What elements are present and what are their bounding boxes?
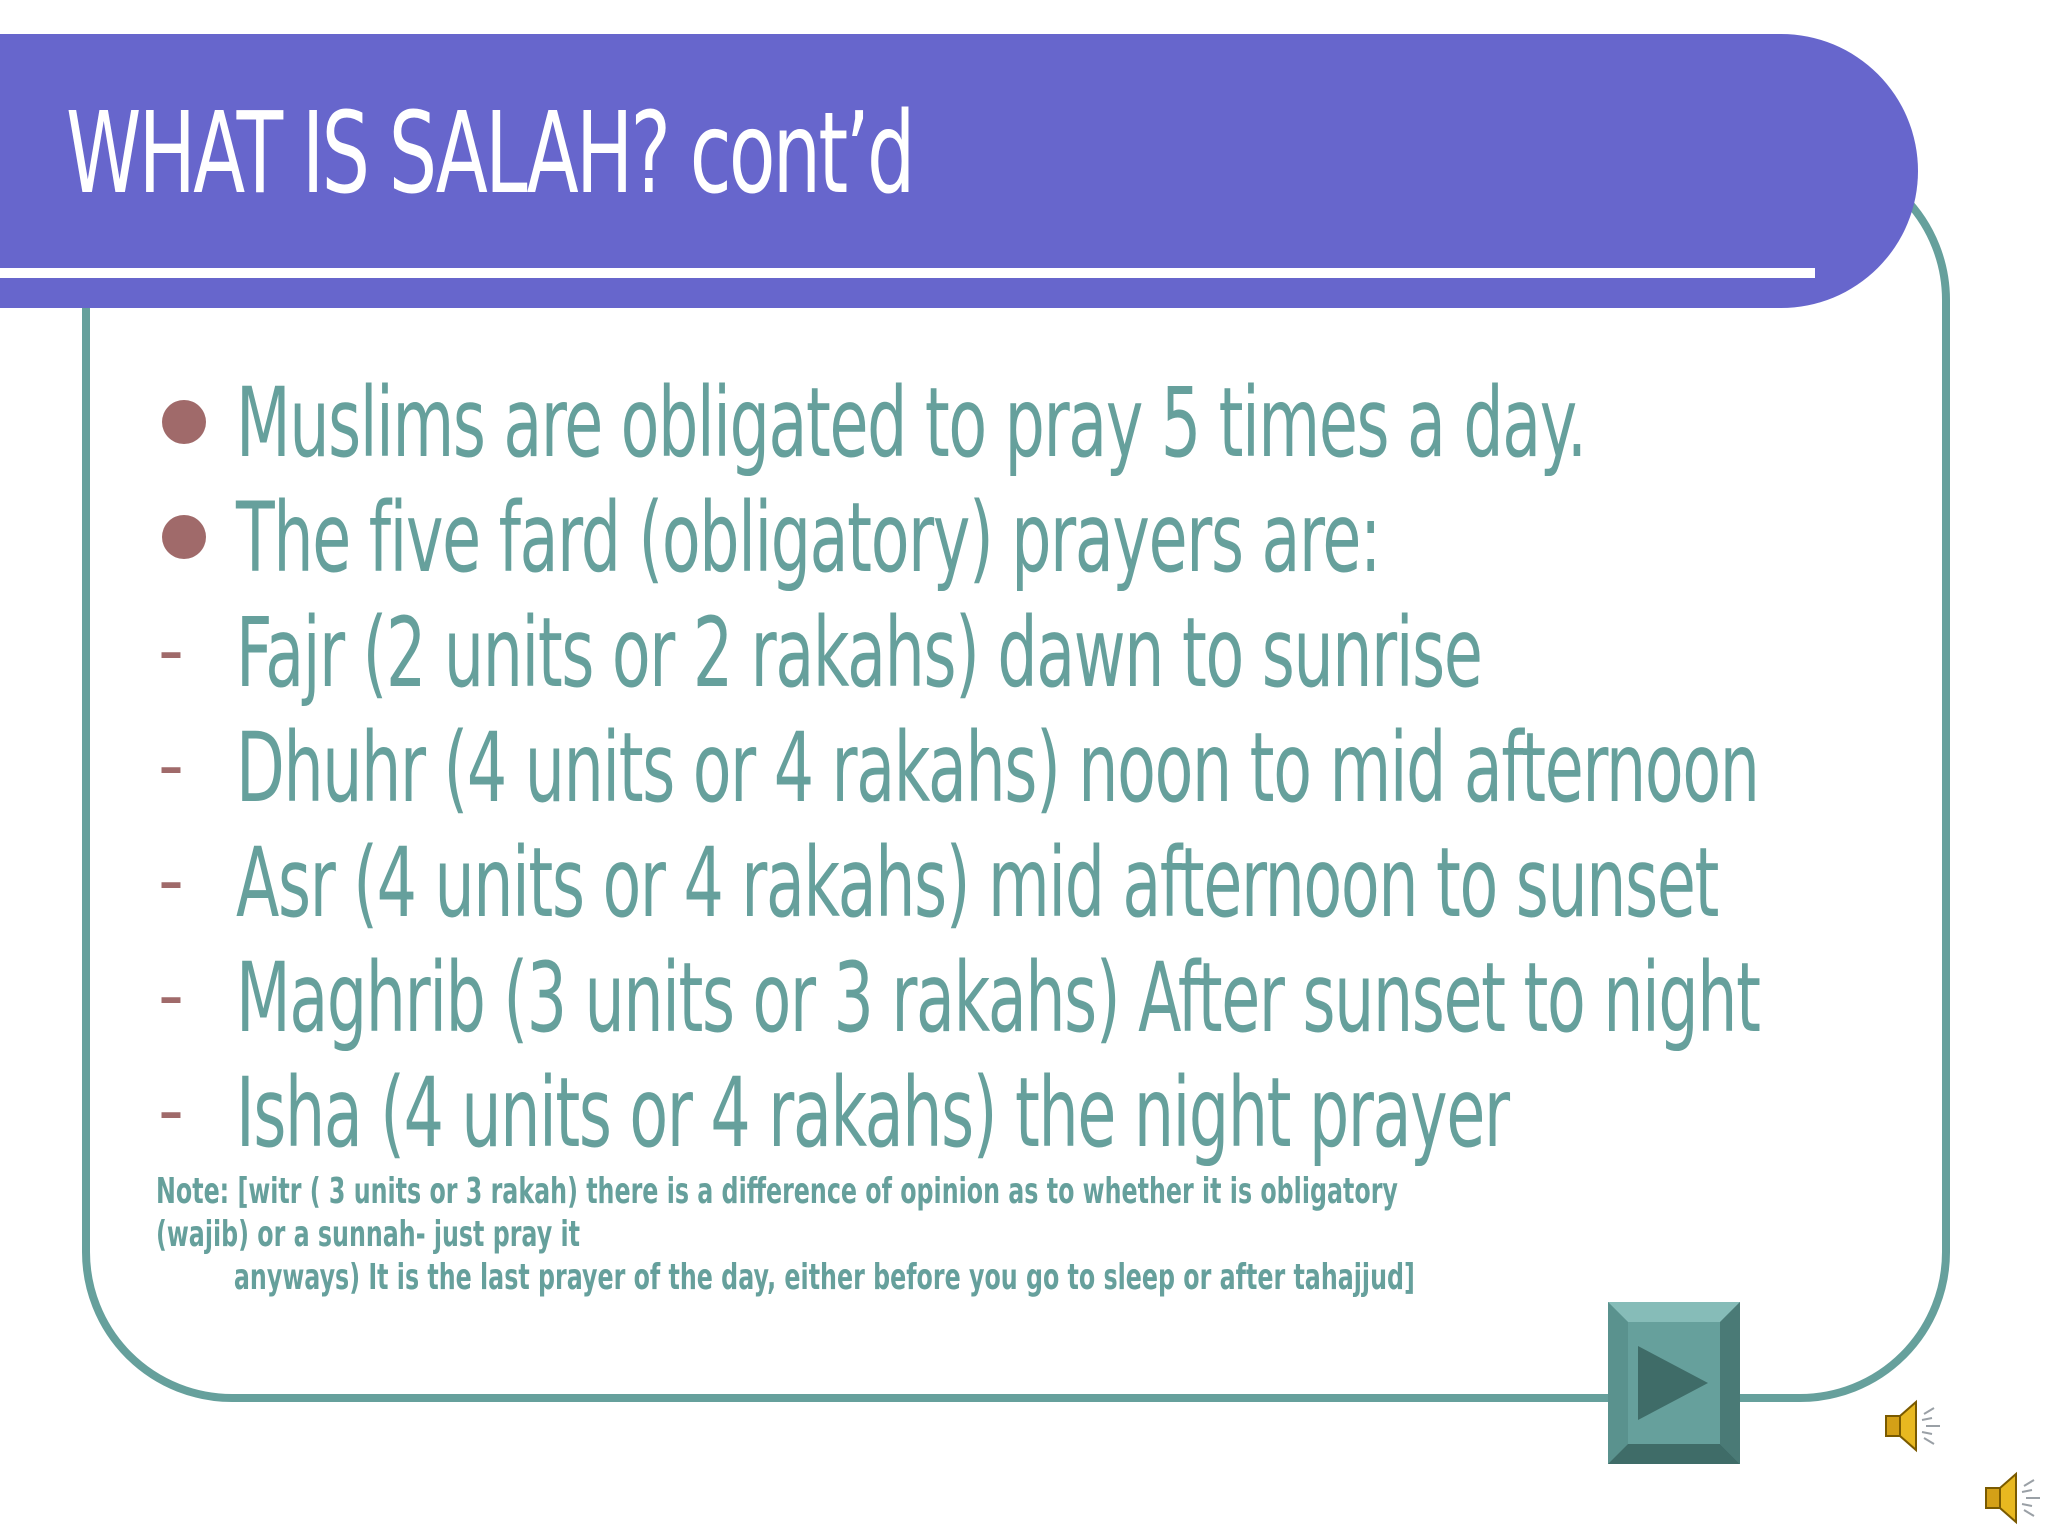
prayer-text: Fajr (2 units or 2 rakahs) dawn to sunrise (236, 597, 1482, 709)
slide-title: WHAT IS SALAH? cont’d (66, 89, 913, 219)
bullet-text: Muslims are obligated to pray 5 times a day. (236, 367, 1586, 479)
play-triangle-icon (1608, 1302, 1740, 1464)
speaker-icon[interactable] (1882, 1394, 1946, 1462)
prayer-item-dhuhr (150, 713, 1910, 828)
dash-marker: - (158, 838, 184, 922)
note-text (156, 1170, 1450, 1299)
next-slide-button[interactable] (1608, 1302, 1740, 1464)
bullet-text: The five fard (obligatory) prayers are: (236, 482, 1381, 594)
bullet-item (150, 368, 1910, 483)
prayer-text: Isha (4 units or 4 rakahs) the night prayer (236, 1057, 1509, 1169)
bullet-item (150, 483, 1910, 598)
note-line-1: [witr ( 3 units or 3 rakah) there is a difference of opinion as to whether it is obligatory (wajib) or a sunnah- just pray it (156, 1171, 1398, 1255)
prayer-item-asr (150, 828, 1910, 943)
dash-marker: - (158, 1068, 184, 1152)
title-underline (0, 268, 1815, 278)
dash-marker: - (158, 953, 184, 1037)
prayer-text: Asr (4 units or 4 rakahs) mid afternoon to sunset (236, 827, 1719, 939)
prayer-text: Dhuhr (4 units or 4 rakahs) noon to mid afternoon (236, 712, 1759, 824)
dash-marker: - (158, 608, 184, 692)
note-line-2: anyways) It is the last prayer of the day, either before you go to sleep or after tahajjud] (233, 1257, 1415, 1298)
prayer-item-fajr (150, 598, 1910, 713)
bullet-list (150, 368, 1910, 1173)
prayer-text: Maghrib (3 units or 3 rakahs) After sunset to night (236, 942, 1760, 1054)
bullet-dot (162, 515, 206, 559)
prayer-item-maghrib (150, 943, 1910, 1058)
dash-marker: - (158, 723, 184, 807)
prayer-item-isha (150, 1058, 1910, 1173)
note-label: Note: (156, 1171, 230, 1212)
speaker-icon[interactable] (1982, 1466, 2046, 1534)
bullet-dot (162, 400, 206, 444)
